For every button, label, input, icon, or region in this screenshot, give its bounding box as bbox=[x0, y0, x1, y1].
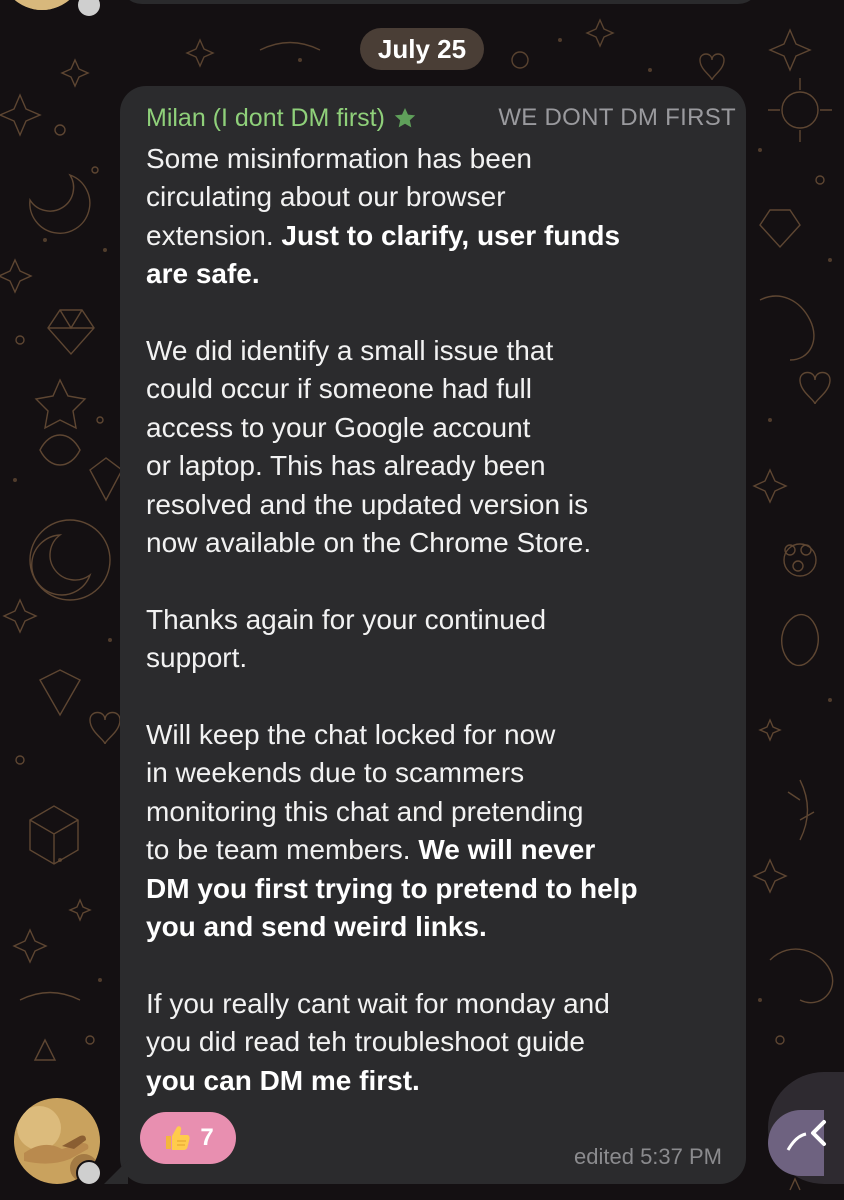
message-text-span: If you really cant wait for monday and you did read teh troubleshoot guide bbox=[146, 987, 610, 1058]
sender-name[interactable]: Milan (I dont DM first) bbox=[146, 103, 385, 132]
message-paragraph bbox=[146, 140, 736, 294]
message-text-span: Thanks again for your continued support. bbox=[146, 603, 547, 674]
date-separator: July 25 bbox=[360, 28, 484, 70]
bold-text: you can DM me first. bbox=[146, 1064, 420, 1096]
message-text-span: Some misinformation has been circulating about our browser extension. bbox=[146, 143, 532, 251]
sender-title-tag: WE DONT DM FIRST bbox=[498, 104, 736, 131]
message-text-span: We did identify a small issue that could occur if someone had full access to your Google account or laptop. This has already been resolved and the updated version is now available on the Chrome Store. bbox=[146, 335, 592, 559]
message-text-span: Will keep the chat locked for now in weekends due to scammers monitoring this chat and pretending to be team members. bbox=[146, 719, 584, 866]
previous-message-bubble-edge bbox=[120, 0, 760, 4]
bold-text: We will never DM you first trying to pretend to help you and send weird links. bbox=[146, 834, 638, 943]
bold-text: Just to clarify, user funds are safe. bbox=[146, 219, 621, 290]
message-text bbox=[146, 140, 736, 1100]
message-meta: edited 5:37 PM bbox=[574, 1144, 722, 1169]
message-bubble-tail bbox=[104, 1160, 128, 1184]
chevron-left-icon bbox=[806, 1118, 830, 1148]
message-paragraph bbox=[146, 601, 736, 678]
message-header bbox=[146, 100, 736, 136]
message-paragraph bbox=[146, 716, 736, 946]
message-paragraph bbox=[146, 332, 736, 562]
thumbs-up-icon bbox=[162, 1123, 192, 1153]
reaction-count: 7 bbox=[200, 1124, 214, 1151]
message-paragraph bbox=[146, 985, 736, 1100]
sender-status-dot bbox=[76, 1160, 102, 1186]
reaction-chip[interactable] bbox=[140, 1112, 236, 1164]
star-icon bbox=[393, 106, 417, 130]
